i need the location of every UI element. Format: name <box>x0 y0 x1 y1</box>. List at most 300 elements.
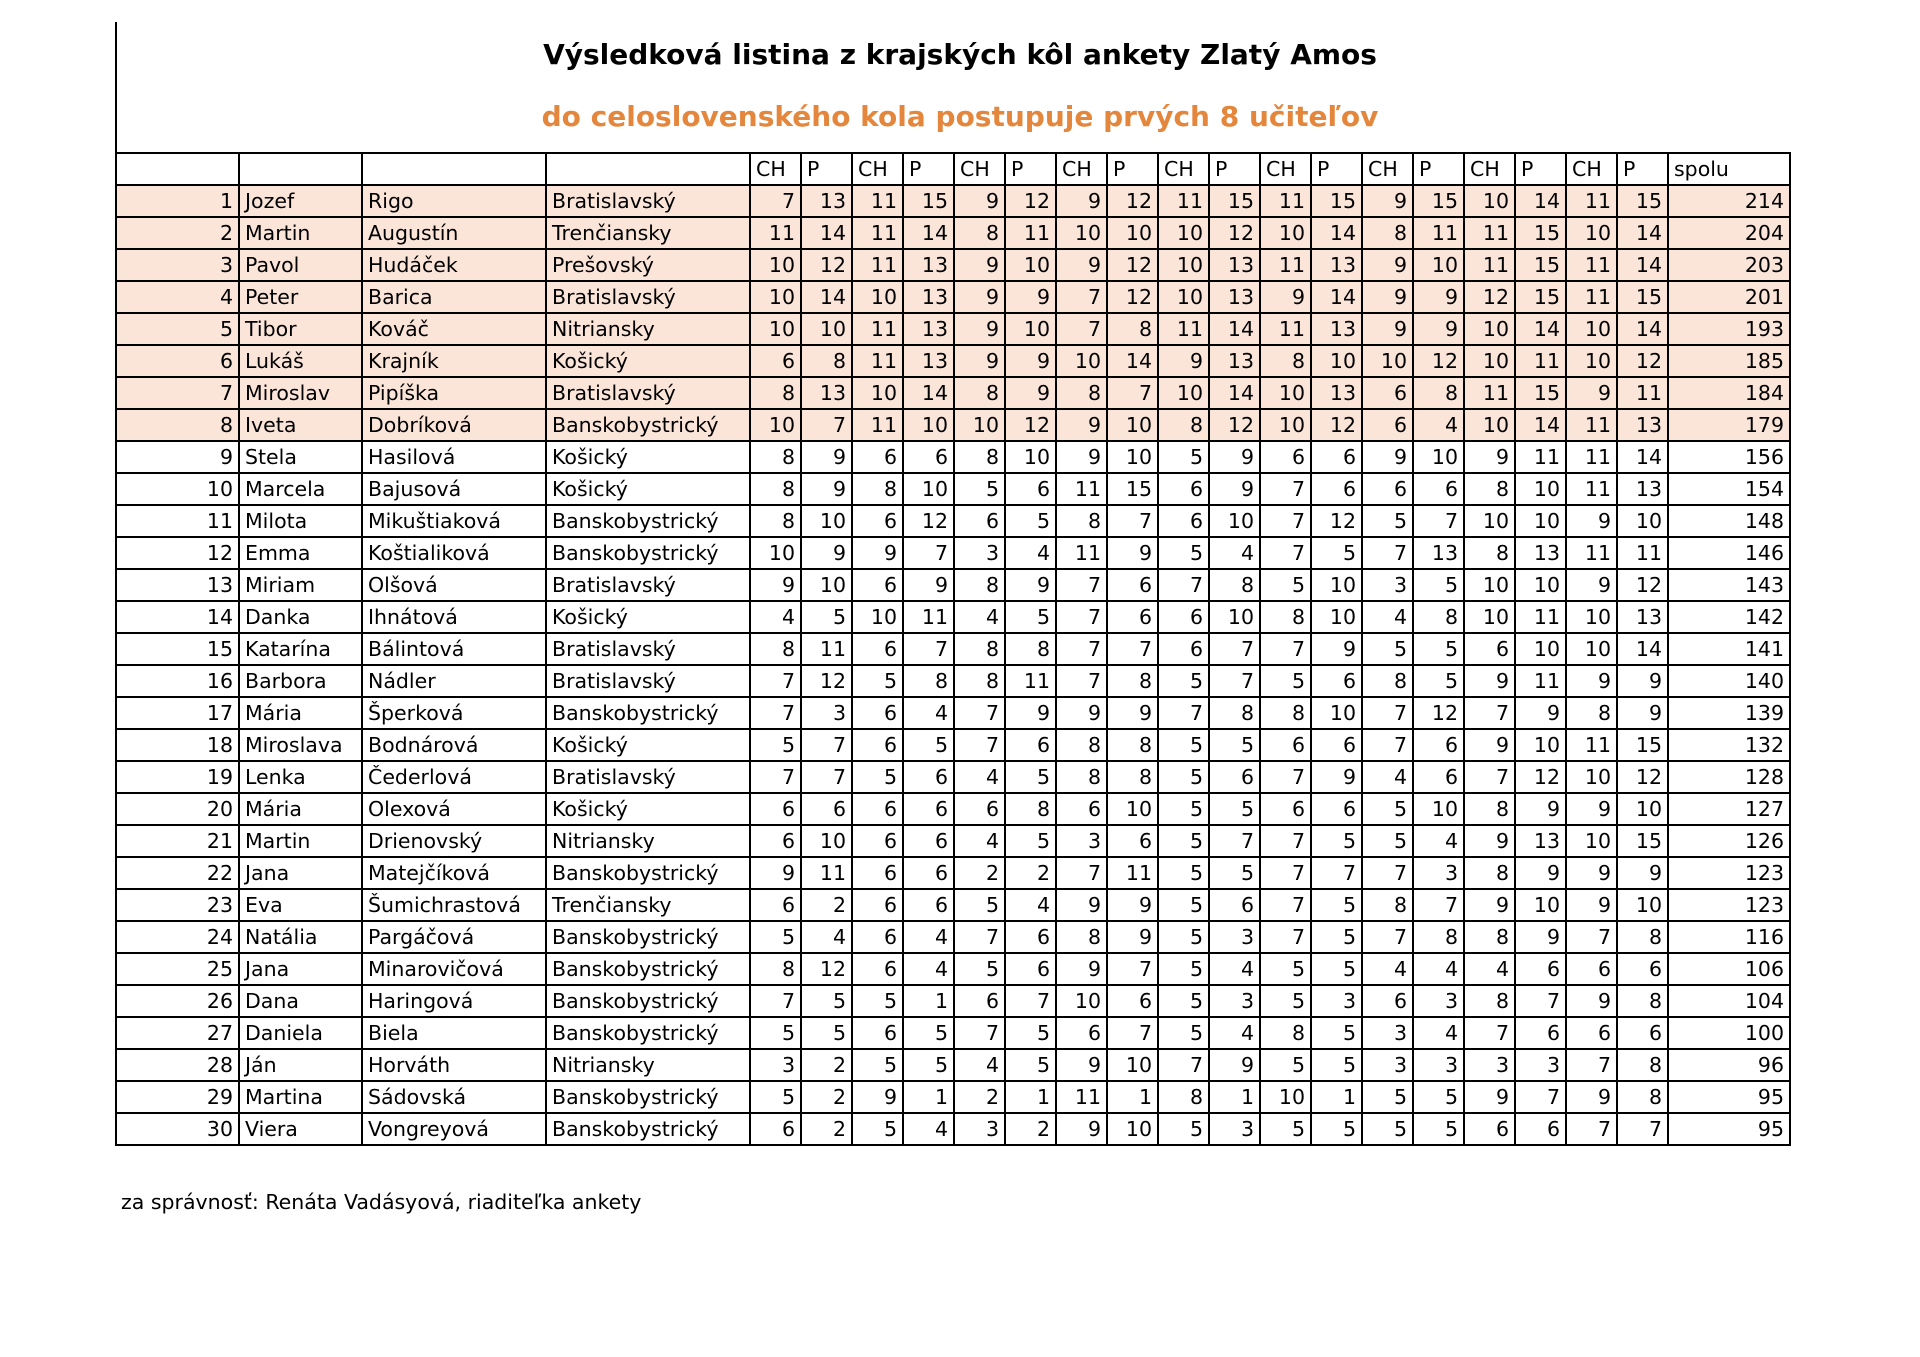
score-cell: 9 <box>1566 889 1617 921</box>
score-cell: 11 <box>801 857 852 889</box>
region-cell: Nitriansky <box>546 313 750 345</box>
score-cell: 14 <box>1515 313 1566 345</box>
score-cell: 8 <box>1617 1049 1668 1081</box>
score-cell: 7 <box>750 697 801 729</box>
table-header-row <box>116 153 1790 185</box>
score-cell: 10 <box>801 313 852 345</box>
score-cell: 5 <box>1158 857 1209 889</box>
score-cell: 5 <box>1413 1113 1464 1145</box>
score-cell: 11 <box>801 633 852 665</box>
score-cell: 5 <box>750 729 801 761</box>
score-cell: 13 <box>801 377 852 409</box>
score-cell: 11 <box>852 217 903 249</box>
rank-cell: 27 <box>116 1017 239 1049</box>
first-name-cell: Jozef <box>239 185 362 217</box>
score-cell: 14 <box>1617 633 1668 665</box>
score-cell: 10 <box>750 281 801 313</box>
score-cell: 9 <box>1515 793 1566 825</box>
region-cell: Banskobystrický <box>546 697 750 729</box>
rank-cell: 13 <box>116 569 239 601</box>
score-cell: 6 <box>1158 473 1209 505</box>
score-cell: 9 <box>954 281 1005 313</box>
rank-cell: 14 <box>116 601 239 633</box>
total-cell: 156 <box>1668 441 1790 473</box>
score-cell: 6 <box>1362 377 1413 409</box>
score-cell: 4 <box>1209 537 1260 569</box>
last-name-cell: Krajník <box>362 345 546 377</box>
score-cell: 3 <box>1362 569 1413 601</box>
table-row <box>116 889 1790 921</box>
score-cell: 4 <box>1005 889 1056 921</box>
score-cell: 6 <box>903 857 954 889</box>
score-cell: 11 <box>1566 441 1617 473</box>
score-cell: 5 <box>1311 889 1362 921</box>
score-cell: 9 <box>1566 985 1617 1017</box>
score-cell: 9 <box>1362 185 1413 217</box>
score-cell: 6 <box>903 793 954 825</box>
score-cell: 5 <box>1005 1017 1056 1049</box>
score-cell: 9 <box>1056 185 1107 217</box>
score-cell: 2 <box>801 889 852 921</box>
score-cell: 9 <box>750 569 801 601</box>
score-cell: 12 <box>1464 281 1515 313</box>
header-cell: CH <box>852 153 903 185</box>
first-name-cell: Peter <box>239 281 362 313</box>
score-cell: 7 <box>1260 761 1311 793</box>
score-cell: 8 <box>954 377 1005 409</box>
rank-cell: 26 <box>116 985 239 1017</box>
score-cell: 5 <box>903 729 954 761</box>
score-cell: 4 <box>750 601 801 633</box>
rank-cell: 17 <box>116 697 239 729</box>
score-cell: 4 <box>1413 409 1464 441</box>
region-cell: Košický <box>546 345 750 377</box>
last-name-cell: Pipíška <box>362 377 546 409</box>
score-cell: 5 <box>903 1017 954 1049</box>
score-cell: 10 <box>1515 633 1566 665</box>
score-cell: 11 <box>852 313 903 345</box>
header-cell: CH <box>954 153 1005 185</box>
score-cell: 11 <box>1566 185 1617 217</box>
score-cell: 4 <box>1362 601 1413 633</box>
score-cell: 12 <box>1311 505 1362 537</box>
score-cell: 5 <box>1311 825 1362 857</box>
first-name-cell: Natália <box>239 921 362 953</box>
score-cell: 1 <box>1107 1081 1158 1113</box>
header-cell: P <box>1107 153 1158 185</box>
score-cell: 10 <box>1617 889 1668 921</box>
score-cell: 7 <box>1464 761 1515 793</box>
score-cell: 11 <box>1515 441 1566 473</box>
header-cell: P <box>903 153 954 185</box>
score-cell: 14 <box>903 377 954 409</box>
score-cell: 6 <box>1617 953 1668 985</box>
score-cell: 12 <box>1617 345 1668 377</box>
score-cell: 9 <box>1005 569 1056 601</box>
last-name-cell: Pargáčová <box>362 921 546 953</box>
table-row <box>116 1113 1790 1145</box>
last-name-cell: Haringová <box>362 985 546 1017</box>
score-cell: 9 <box>1566 505 1617 537</box>
last-name-cell: Koštialiková <box>362 537 546 569</box>
last-name-cell: Vongreyová <box>362 1113 546 1145</box>
score-cell: 11 <box>1464 377 1515 409</box>
score-cell: 15 <box>1515 377 1566 409</box>
last-name-cell: Augustín <box>362 217 546 249</box>
score-cell: 10 <box>1515 569 1566 601</box>
rank-cell: 16 <box>116 665 239 697</box>
score-cell: 5 <box>1005 1049 1056 1081</box>
rank-cell: 4 <box>116 281 239 313</box>
table-row <box>116 249 1790 281</box>
score-cell: 14 <box>1617 249 1668 281</box>
score-cell: 15 <box>903 185 954 217</box>
score-cell: 6 <box>954 505 1005 537</box>
score-cell: 7 <box>1260 473 1311 505</box>
score-cell: 9 <box>1362 313 1413 345</box>
score-cell: 10 <box>1515 505 1566 537</box>
score-cell: 7 <box>750 985 801 1017</box>
score-cell: 13 <box>903 281 954 313</box>
score-cell: 9 <box>1413 281 1464 313</box>
first-name-cell: Viera <box>239 1113 362 1145</box>
total-cell: 184 <box>1668 377 1790 409</box>
score-cell: 9 <box>1413 313 1464 345</box>
score-cell: 14 <box>1209 377 1260 409</box>
score-cell: 10 <box>1260 409 1311 441</box>
region-cell: Banskobystrický <box>546 953 750 985</box>
score-cell: 10 <box>1413 793 1464 825</box>
score-cell: 6 <box>1005 729 1056 761</box>
score-cell: 14 <box>903 217 954 249</box>
score-cell: 11 <box>903 601 954 633</box>
score-cell: 8 <box>750 953 801 985</box>
score-cell: 15 <box>1617 729 1668 761</box>
score-cell: 15 <box>1107 473 1158 505</box>
score-cell: 7 <box>1158 697 1209 729</box>
score-cell: 10 <box>1464 409 1515 441</box>
score-cell: 10 <box>1617 505 1668 537</box>
score-cell: 12 <box>903 505 954 537</box>
total-cell: 193 <box>1668 313 1790 345</box>
score-cell: 5 <box>852 761 903 793</box>
score-cell: 9 <box>1566 665 1617 697</box>
score-cell: 13 <box>1617 601 1668 633</box>
score-cell: 5 <box>801 601 852 633</box>
score-cell: 5 <box>1209 793 1260 825</box>
score-cell: 6 <box>1158 505 1209 537</box>
score-cell: 9 <box>1209 441 1260 473</box>
score-cell: 10 <box>1107 793 1158 825</box>
table-row <box>116 697 1790 729</box>
score-cell: 11 <box>1617 537 1668 569</box>
table-row <box>116 921 1790 953</box>
rank-cell: 15 <box>116 633 239 665</box>
first-name-cell: Dana <box>239 985 362 1017</box>
score-cell: 7 <box>750 761 801 793</box>
region-cell: Banskobystrický <box>546 985 750 1017</box>
score-cell: 6 <box>852 441 903 473</box>
score-cell: 7 <box>1260 857 1311 889</box>
last-name-cell: Čederlová <box>362 761 546 793</box>
score-cell: 8 <box>1413 601 1464 633</box>
total-cell: 146 <box>1668 537 1790 569</box>
score-cell: 7 <box>1056 665 1107 697</box>
header-cell: CH <box>1362 153 1413 185</box>
score-cell: 2 <box>954 857 1005 889</box>
score-cell: 7 <box>1107 377 1158 409</box>
score-cell: 10 <box>1005 313 1056 345</box>
header-cell <box>239 153 362 185</box>
score-cell: 7 <box>1413 505 1464 537</box>
score-cell: 10 <box>903 409 954 441</box>
region-cell: Bratislavský <box>546 281 750 313</box>
score-cell: 14 <box>1311 217 1362 249</box>
last-name-cell: Barica <box>362 281 546 313</box>
score-cell: 9 <box>1107 537 1158 569</box>
last-name-cell: Bálintová <box>362 633 546 665</box>
total-cell: 139 <box>1668 697 1790 729</box>
score-cell: 11 <box>1413 217 1464 249</box>
score-cell: 10 <box>1056 217 1107 249</box>
score-cell: 8 <box>1107 313 1158 345</box>
score-cell: 11 <box>1107 857 1158 889</box>
score-cell: 3 <box>954 537 1005 569</box>
score-cell: 6 <box>852 505 903 537</box>
total-cell: 132 <box>1668 729 1790 761</box>
score-cell: 10 <box>1515 473 1566 505</box>
score-cell: 12 <box>801 665 852 697</box>
score-cell: 4 <box>1005 537 1056 569</box>
score-cell: 11 <box>1005 665 1056 697</box>
score-cell: 6 <box>801 793 852 825</box>
total-cell: 95 <box>1668 1081 1790 1113</box>
region-cell: Košický <box>546 473 750 505</box>
score-cell: 9 <box>1617 665 1668 697</box>
rank-cell: 10 <box>116 473 239 505</box>
last-name-cell: Rigo <box>362 185 546 217</box>
score-cell: 2 <box>801 1049 852 1081</box>
rank-cell: 6 <box>116 345 239 377</box>
score-cell: 6 <box>1464 1113 1515 1145</box>
last-name-cell: Hasilová <box>362 441 546 473</box>
rank-cell: 7 <box>116 377 239 409</box>
score-cell: 6 <box>852 793 903 825</box>
score-cell: 7 <box>1260 825 1311 857</box>
score-cell: 13 <box>1311 249 1362 281</box>
score-cell: 6 <box>750 889 801 921</box>
score-cell: 8 <box>1056 729 1107 761</box>
score-cell: 6 <box>903 441 954 473</box>
score-cell: 15 <box>1515 217 1566 249</box>
score-cell: 5 <box>1362 633 1413 665</box>
table-row <box>116 601 1790 633</box>
region-cell: Košický <box>546 793 750 825</box>
score-cell: 5 <box>954 889 1005 921</box>
first-name-cell: Miriam <box>239 569 362 601</box>
score-cell: 11 <box>852 409 903 441</box>
score-cell: 14 <box>1209 313 1260 345</box>
score-cell: 6 <box>1464 633 1515 665</box>
rank-cell: 11 <box>116 505 239 537</box>
rank-cell: 19 <box>116 761 239 793</box>
score-cell: 11 <box>1566 537 1617 569</box>
score-cell: 9 <box>1260 281 1311 313</box>
score-cell: 14 <box>1515 185 1566 217</box>
score-cell: 8 <box>1464 985 1515 1017</box>
table-row <box>116 569 1790 601</box>
first-name-cell: Miroslav <box>239 377 362 409</box>
score-cell: 8 <box>1107 665 1158 697</box>
score-cell: 8 <box>1362 665 1413 697</box>
score-cell: 10 <box>750 409 801 441</box>
score-cell: 7 <box>801 409 852 441</box>
score-cell: 11 <box>1617 377 1668 409</box>
last-name-cell: Hudáček <box>362 249 546 281</box>
score-cell: 9 <box>1566 377 1617 409</box>
score-cell: 6 <box>1158 601 1209 633</box>
score-cell: 4 <box>954 761 1005 793</box>
score-cell: 5 <box>1362 825 1413 857</box>
header-cell: spolu <box>1668 153 1790 185</box>
score-cell: 6 <box>1566 1017 1617 1049</box>
rank-cell: 28 <box>116 1049 239 1081</box>
score-cell: 4 <box>801 921 852 953</box>
score-cell: 7 <box>1413 889 1464 921</box>
score-cell: 9 <box>954 185 1005 217</box>
region-cell: Košický <box>546 729 750 761</box>
total-cell: 127 <box>1668 793 1790 825</box>
score-cell: 7 <box>1056 313 1107 345</box>
score-cell: 9 <box>1005 697 1056 729</box>
score-cell: 1 <box>1311 1081 1362 1113</box>
score-cell: 13 <box>1311 313 1362 345</box>
score-cell: 5 <box>1158 665 1209 697</box>
score-cell: 5 <box>903 1049 954 1081</box>
first-name-cell: Pavol <box>239 249 362 281</box>
score-cell: 6 <box>1005 953 1056 985</box>
score-cell: 8 <box>750 377 801 409</box>
rank-cell: 9 <box>116 441 239 473</box>
score-cell: 10 <box>1107 441 1158 473</box>
table-row <box>116 441 1790 473</box>
score-cell: 11 <box>852 185 903 217</box>
score-cell: 14 <box>1617 313 1668 345</box>
score-cell: 5 <box>1158 729 1209 761</box>
score-cell: 8 <box>1464 537 1515 569</box>
region-cell: Nitriansky <box>546 1049 750 1081</box>
score-cell: 6 <box>903 889 954 921</box>
score-cell: 9 <box>1056 697 1107 729</box>
score-cell: 10 <box>1311 697 1362 729</box>
score-cell: 5 <box>1209 857 1260 889</box>
results-table <box>115 152 1791 1146</box>
score-cell: 9 <box>801 473 852 505</box>
score-cell: 9 <box>1515 697 1566 729</box>
score-cell: 7 <box>1260 537 1311 569</box>
score-cell: 9 <box>1464 825 1515 857</box>
score-cell: 11 <box>1566 729 1617 761</box>
score-cell: 5 <box>1311 537 1362 569</box>
score-cell: 7 <box>1056 601 1107 633</box>
score-cell: 13 <box>903 345 954 377</box>
region-cell: Prešovský <box>546 249 750 281</box>
last-name-cell: Nádler <box>362 665 546 697</box>
score-cell: 5 <box>801 1017 852 1049</box>
score-cell: 6 <box>1056 1017 1107 1049</box>
score-cell: 10 <box>1005 249 1056 281</box>
score-cell: 4 <box>1464 953 1515 985</box>
score-cell: 6 <box>1107 825 1158 857</box>
score-cell: 8 <box>903 665 954 697</box>
score-cell: 7 <box>801 729 852 761</box>
rank-cell: 8 <box>116 409 239 441</box>
header-cell: CH <box>1056 153 1107 185</box>
score-cell: 5 <box>1311 921 1362 953</box>
score-cell: 7 <box>1260 889 1311 921</box>
last-name-cell: Minarovičová <box>362 953 546 985</box>
table-row <box>116 505 1790 537</box>
score-cell: 6 <box>1260 729 1311 761</box>
score-cell: 7 <box>1362 857 1413 889</box>
score-cell: 13 <box>1617 473 1668 505</box>
score-cell: 1 <box>903 1081 954 1113</box>
score-cell: 9 <box>1617 857 1668 889</box>
score-cell: 7 <box>1362 697 1413 729</box>
score-cell: 9 <box>1566 1081 1617 1113</box>
rank-cell: 18 <box>116 729 239 761</box>
score-cell: 8 <box>1362 217 1413 249</box>
first-name-cell: Martina <box>239 1081 362 1113</box>
total-cell: 140 <box>1668 665 1790 697</box>
score-cell: 6 <box>750 345 801 377</box>
score-cell: 9 <box>1566 857 1617 889</box>
score-cell: 3 <box>1056 825 1107 857</box>
region-cell: Bratislavský <box>546 377 750 409</box>
last-name-cell: Šumichrastová <box>362 889 546 921</box>
score-cell: 10 <box>750 313 801 345</box>
score-cell: 14 <box>801 281 852 313</box>
score-cell: 9 <box>1056 1113 1107 1145</box>
last-name-cell: Kováč <box>362 313 546 345</box>
score-cell: 10 <box>1056 345 1107 377</box>
last-name-cell: Olexová <box>362 793 546 825</box>
last-name-cell: Horváth <box>362 1049 546 1081</box>
score-cell: 7 <box>1107 953 1158 985</box>
score-cell: 6 <box>1158 633 1209 665</box>
score-cell: 12 <box>1107 185 1158 217</box>
score-cell: 7 <box>1566 1113 1617 1145</box>
score-cell: 5 <box>1260 985 1311 1017</box>
score-cell: 15 <box>1617 185 1668 217</box>
total-cell: 128 <box>1668 761 1790 793</box>
first-name-cell: Stela <box>239 441 362 473</box>
score-cell: 11 <box>1005 217 1056 249</box>
score-cell: 5 <box>1209 729 1260 761</box>
last-name-cell: Olšová <box>362 569 546 601</box>
last-name-cell: Biela <box>362 1017 546 1049</box>
region-cell: Banskobystrický <box>546 537 750 569</box>
score-cell: 8 <box>1260 345 1311 377</box>
total-cell: 204 <box>1668 217 1790 249</box>
score-cell: 8 <box>954 569 1005 601</box>
score-cell: 10 <box>1311 569 1362 601</box>
rank-cell: 21 <box>116 825 239 857</box>
score-cell: 7 <box>1158 1049 1209 1081</box>
score-cell: 11 <box>1158 185 1209 217</box>
score-cell: 8 <box>954 217 1005 249</box>
score-cell: 15 <box>1617 825 1668 857</box>
